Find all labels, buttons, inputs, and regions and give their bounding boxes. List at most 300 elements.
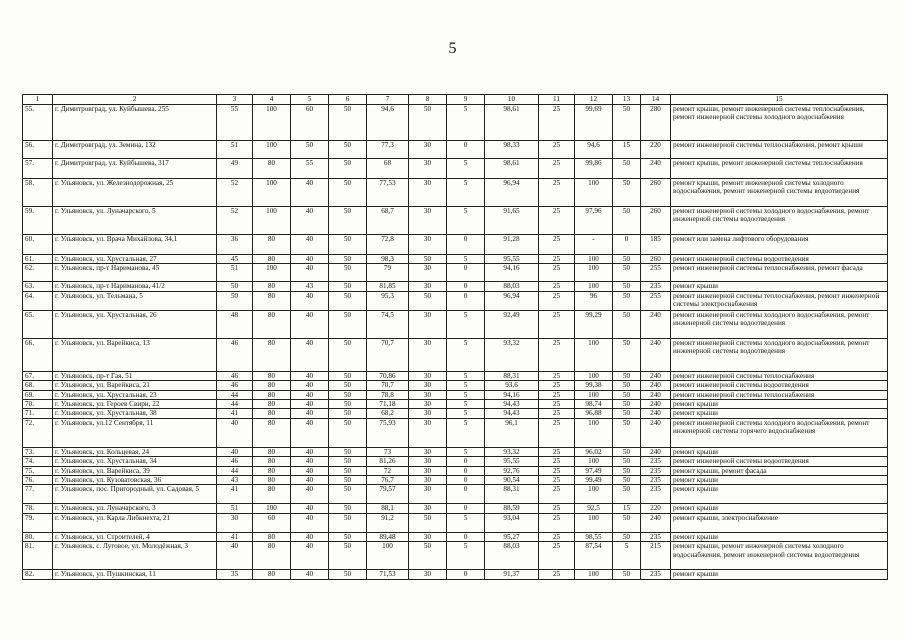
column-header: 9 [447,95,485,105]
value-cell: 50 [613,485,641,504]
value-cell: 50 [329,504,367,513]
total-score-cell: 240 [641,310,671,338]
value-cell: 25 [539,570,575,579]
row-number: 70. [23,400,53,409]
value-cell: 25 [539,264,575,282]
value-cell: 45 [217,255,253,264]
value-cell: 50 [613,418,641,447]
value-cell: 93,04 [485,513,539,532]
value-cell: 40 [291,466,329,475]
value-cell: 80 [253,570,291,579]
value-cell: 87,54 [575,542,613,570]
value-cell: 50 [613,513,641,532]
value-cell: 100 [253,264,291,282]
value-cell: 73 [367,447,409,456]
address-cell: г. Ульяновск, ул. Строителей, 4 [53,532,217,541]
value-cell: 100 [367,542,409,570]
value-cell: 30 [409,476,447,485]
value-cell: 100 [575,255,613,264]
value-cell: 50 [329,409,367,418]
page-number: 5 [448,40,457,57]
value-cell: 100 [575,179,613,207]
works-cell: ремонт крыши, ремонт инженерной системы холодного водоснабжения, ремонт инженерной системы водоотведения [671,542,888,570]
value-cell: 92,76 [485,466,539,475]
value-cell: 68,2 [367,409,409,418]
address-cell: г. Димитровград, ул. Куйбышева, 255 [53,105,217,141]
value-cell: 25 [539,310,575,338]
value-cell: 25 [539,504,575,513]
value-cell: 0 [447,264,485,282]
works-cell: ремонт крыши, электроснабжение [671,513,888,532]
address-cell: г. Ульяновск, ул. Хрустальная, 26 [53,310,217,338]
value-cell: 15 [613,141,641,159]
table-row [23,338,888,371]
value-cell: 91,28 [485,235,539,255]
table-row [23,447,888,456]
value-cell: 50 [329,282,367,291]
works-cell: ремонт инженерной системы теплоснабжения, ремонт инженерной системы электроснабжения [671,291,888,310]
row-number: 57. [23,159,53,179]
value-cell: 25 [539,381,575,390]
value-cell: 5 [447,371,485,380]
row-number: 66. [23,338,53,371]
value-cell: 96,94 [485,291,539,310]
total-score-cell: 240 [641,159,671,179]
value-cell: 40 [291,504,329,513]
value-cell: 5 [447,542,485,570]
value-cell: 0 [447,291,485,310]
value-cell: 100 [575,390,613,399]
value-cell: 44 [217,390,253,399]
value-cell: 70,7 [367,338,409,371]
address-cell: г. Ульяновск, ул. Хрустальная, 38 [53,409,217,418]
total-score-cell: 220 [641,141,671,159]
row-number: 72. [23,418,53,447]
value-cell: 25 [539,400,575,409]
value-cell: 5 [447,400,485,409]
value-cell: 99,38 [575,381,613,390]
value-cell: 40 [291,207,329,235]
value-cell: 60 [291,105,329,141]
value-cell: 100 [575,570,613,579]
value-cell: 40 [291,338,329,371]
value-cell: 80 [253,447,291,456]
column-number-row [23,95,888,105]
value-cell: 55 [217,105,253,141]
address-cell: г. Ульяновск, ул. Железнодорожная, 25 [53,179,217,207]
value-cell: 81,85 [367,282,409,291]
value-cell: 79,57 [367,485,409,504]
value-cell: 70,86 [367,371,409,380]
total-score-cell: 240 [641,409,671,418]
value-cell: 88,31 [485,371,539,380]
value-cell: 30 [409,418,447,447]
total-score-cell: 240 [641,390,671,399]
value-cell: 80 [253,409,291,418]
value-cell: 50 [329,447,367,456]
value-cell: 50 [329,532,367,541]
address-cell: г. Ульяновск, с. Луговое, ул. Молодёжная, 3 [53,542,217,570]
value-cell: 50 [613,409,641,418]
value-cell: 25 [539,105,575,141]
value-cell: 81,26 [367,457,409,466]
value-cell: 25 [539,476,575,485]
value-cell: 5 [447,179,485,207]
value-cell: 80 [253,282,291,291]
table-row [23,400,888,409]
value-cell: 100 [575,282,613,291]
value-cell: 94,16 [485,390,539,399]
row-number: 77. [23,485,53,504]
value-cell: 25 [539,291,575,310]
value-cell: 25 [539,207,575,235]
column-header: 10 [485,95,539,105]
value-cell: 15 [613,504,641,513]
table-row [23,390,888,399]
row-number: 76. [23,476,53,485]
value-cell: 95,55 [485,255,539,264]
row-number: 68. [23,381,53,390]
value-cell: 89,48 [367,532,409,541]
address-cell: г. Ульяновск, ул. Героев Свири, 22 [53,400,217,409]
works-cell: ремонт крыши [671,570,888,579]
address-cell: г. Ульяновск, ул. Варейкиса, 13 [53,338,217,371]
table-row [23,235,888,255]
value-cell: 52 [217,207,253,235]
value-cell: 25 [539,390,575,399]
table-row [23,418,888,447]
value-cell: 92,5 [575,504,613,513]
value-cell: 96,02 [575,447,613,456]
row-number: 67. [23,371,53,380]
value-cell: 25 [539,485,575,504]
total-score-cell: 260 [641,179,671,207]
value-cell: 30 [409,159,447,179]
works-cell: ремонт крыши, ремонт инженерной системы теплоснабжения [671,159,888,179]
value-cell: 88,03 [485,282,539,291]
value-cell: 50 [329,179,367,207]
value-cell: 93,6 [485,381,539,390]
value-cell: 80 [253,532,291,541]
value-cell: 50 [329,485,367,504]
buildings-table [22,94,888,580]
value-cell: 98,61 [485,105,539,141]
row-number: 74. [23,457,53,466]
value-cell: 30 [409,390,447,399]
value-cell: 77,3 [367,141,409,159]
value-cell: 80 [253,235,291,255]
value-cell: 88,59 [485,504,539,513]
value-cell: 80 [253,485,291,504]
value-cell: 80 [253,310,291,338]
value-cell: 79 [367,264,409,282]
value-cell: 50 [613,447,641,456]
value-cell: 5 [447,105,485,141]
value-cell: 40 [291,235,329,255]
total-score-cell: 235 [641,476,671,485]
address-cell: г. Ульяновск, ул. Хрустальная, 34 [53,457,217,466]
value-cell: 40 [291,409,329,418]
row-number: 81. [23,542,53,570]
value-cell: 25 [539,542,575,570]
column-header: 7 [367,95,409,105]
row-number: 55. [23,105,53,141]
works-cell: ремонт инженерной системы водоотведения [671,381,888,390]
value-cell: 96,88 [575,409,613,418]
value-cell: 50 [613,457,641,466]
value-cell: 50 [329,141,367,159]
value-cell: 50 [329,264,367,282]
column-header: 1 [23,95,53,105]
total-score-cell: 240 [641,447,671,456]
works-cell: ремонт крыши [671,400,888,409]
total-score-cell: 240 [641,371,671,380]
value-cell: 5 [447,338,485,371]
works-cell: ремонт крыши, ремонт инженерной системы холодного водоснабжения, ремонт инженерной системы водоотведения [671,179,888,207]
table-row [23,207,888,235]
value-cell: 50 [329,513,367,532]
value-cell: 30 [409,409,447,418]
address-cell: г. Димитровград, ул. Куйбышева, 317 [53,159,217,179]
address-cell: г. Ульяновск, ул. Хрустальная, 23 [53,390,217,399]
value-cell: 0 [447,282,485,291]
value-cell: 94,6 [575,141,613,159]
value-cell: 30 [409,485,447,504]
works-cell: ремонт крыши [671,532,888,541]
works-cell: ремонт крыши [671,476,888,485]
total-score-cell: 235 [641,485,671,504]
value-cell: 94,6 [367,105,409,141]
value-cell: 0 [447,485,485,504]
row-number: 82. [23,570,53,579]
column-header: 11 [539,95,575,105]
table-row [23,476,888,485]
value-cell: 50 [613,179,641,207]
value-cell: 100 [575,371,613,380]
works-cell: ремонт или замена лифтового оборудования [671,235,888,255]
value-cell: 40 [291,476,329,485]
value-cell: 50 [613,466,641,475]
value-cell: 40 [291,513,329,532]
value-cell: 71,18 [367,400,409,409]
table-row [23,409,888,418]
value-cell: 5 [447,409,485,418]
value-cell: 46 [217,457,253,466]
value-cell: 50 [329,381,367,390]
value-cell: 80 [253,159,291,179]
value-cell: 50 [409,255,447,264]
column-header: 15 [671,95,888,105]
works-cell: ремонт инженерной системы холодного водоснабжения, ремонт инженерной системы водоотведения [671,338,888,371]
value-cell: 50 [217,291,253,310]
value-cell: 30 [409,504,447,513]
row-number: 62. [23,264,53,282]
value-cell: 5 [447,390,485,399]
table-row [23,570,888,579]
table-row [23,513,888,532]
value-cell: 30 [409,457,447,466]
value-cell: 100 [575,485,613,504]
value-cell: 49 [217,159,253,179]
value-cell: 97,96 [575,207,613,235]
total-score-cell: 240 [641,381,671,390]
address-cell: г. Ульяновск, ул. Пушкинская, 11 [53,570,217,579]
value-cell: 0 [447,476,485,485]
value-cell: 72 [367,466,409,475]
table-row [23,179,888,207]
total-score-cell: 185 [641,235,671,255]
works-cell: ремонт инженерной системы теплоснабжения, ремонт фасада [671,264,888,282]
value-cell: 80 [253,338,291,371]
value-cell: 40 [291,532,329,541]
value-cell: 5 [447,159,485,179]
value-cell: 48 [217,310,253,338]
value-cell: 46 [217,338,253,371]
address-cell: г. Ульяновск, ул. Кольцевая, 24 [53,447,217,456]
row-number: 65. [23,310,53,338]
value-cell: 51 [217,264,253,282]
value-cell: 52 [217,179,253,207]
value-cell: 78,8 [367,390,409,399]
value-cell: 25 [539,179,575,207]
value-cell: 40 [217,447,253,456]
value-cell: 50 [613,255,641,264]
value-cell: 100 [575,338,613,371]
value-cell: 99,69 [575,105,613,141]
value-cell: 80 [253,542,291,570]
value-cell: 80 [253,255,291,264]
address-cell: г. Ульяновск, ул. Луначарского, 5 [53,207,217,235]
total-score-cell: 235 [641,570,671,579]
value-cell: 100 [253,207,291,235]
column-header: 12 [575,95,613,105]
column-header: 13 [613,95,641,105]
value-cell: 80 [253,390,291,399]
table-row [23,532,888,541]
value-cell: 100 [253,105,291,141]
value-cell: 99,86 [575,159,613,179]
value-cell: 71,53 [367,570,409,579]
value-cell: 50 [613,390,641,399]
value-cell: 40 [291,447,329,456]
works-cell: ремонт крыши, ремонт инженерной системы теплоснабжения, ремонт инженерной системы холодного водоснабжения [671,105,888,141]
value-cell: 100 [575,264,613,282]
value-cell: 40 [291,381,329,390]
table-row [23,371,888,380]
total-score-cell: 260 [641,207,671,235]
value-cell: 76,7 [367,476,409,485]
value-cell: 30 [409,570,447,579]
total-score-cell: 255 [641,291,671,310]
row-number: 60. [23,235,53,255]
value-cell: 5 [447,310,485,338]
value-cell: 40 [291,390,329,399]
table-row [23,381,888,390]
works-cell: ремонт крыши, ремонт фасада [671,466,888,475]
total-score-cell: 260 [641,255,671,264]
value-cell: 25 [539,457,575,466]
value-cell: 0 [447,570,485,579]
value-cell: 0 [613,235,641,255]
value-cell: 80 [253,466,291,475]
value-cell: 72,8 [367,235,409,255]
value-cell: 30 [409,532,447,541]
value-cell: 30 [409,381,447,390]
total-score-cell: 235 [641,466,671,475]
value-cell: 50 [329,371,367,380]
value-cell: 50 [613,310,641,338]
total-score-cell: 240 [641,338,671,371]
total-score-cell: 235 [641,532,671,541]
value-cell: 50 [329,457,367,466]
value-cell: 40 [291,485,329,504]
value-cell: 30 [409,282,447,291]
address-cell: г. Ульяновск, ул.12 Сентября, 11 [53,418,217,447]
column-header: 3 [217,95,253,105]
table-row [23,141,888,159]
row-number: 69. [23,390,53,399]
table-row [23,291,888,310]
value-cell: 50 [613,400,641,409]
value-cell: 30 [409,235,447,255]
value-cell: 30 [409,466,447,475]
row-number: 59. [23,207,53,235]
value-cell: 46 [217,371,253,380]
value-cell: 40 [291,310,329,338]
value-cell: 0 [447,532,485,541]
value-cell: 93,32 [485,447,539,456]
row-number: 80. [23,532,53,541]
value-cell: 50 [217,282,253,291]
table-body [23,105,888,580]
value-cell: 50 [291,141,329,159]
value-cell: 25 [539,255,575,264]
value-cell: 35 [217,570,253,579]
column-header: 6 [329,95,367,105]
column-header: 4 [253,95,291,105]
row-number: 71. [23,409,53,418]
table-row [23,457,888,466]
address-cell: г. Ульяновск, ул. Луначарского, 3 [53,504,217,513]
value-cell: 40 [291,255,329,264]
value-cell: 0 [447,141,485,159]
address-cell: г. Ульяновск, ул. Карла Либкнехта, 21 [53,513,217,532]
value-cell: 25 [539,338,575,371]
value-cell: 40 [217,542,253,570]
total-score-cell: 235 [641,457,671,466]
value-cell: 25 [539,418,575,447]
value-cell: 70,7 [367,381,409,390]
value-cell: 40 [291,457,329,466]
table-row [23,310,888,338]
value-cell: 40 [291,264,329,282]
works-cell: ремонт крыши [671,409,888,418]
row-number: 63. [23,282,53,291]
value-cell: 50 [613,282,641,291]
value-cell: 25 [539,235,575,255]
address-cell: г. Ульяновск, пр-т Нариманова, 45 [53,264,217,282]
works-cell: ремонт крыши [671,282,888,291]
works-cell: ремонт инженерной системы теплоснабжения [671,390,888,399]
value-cell: 80 [253,291,291,310]
value-cell: 55 [291,159,329,179]
value-cell: 96,1 [485,418,539,447]
value-cell: 77,53 [367,179,409,207]
value-cell: 25 [539,141,575,159]
value-cell: 80 [253,476,291,485]
value-cell: 50 [613,371,641,380]
row-number: 73. [23,447,53,456]
